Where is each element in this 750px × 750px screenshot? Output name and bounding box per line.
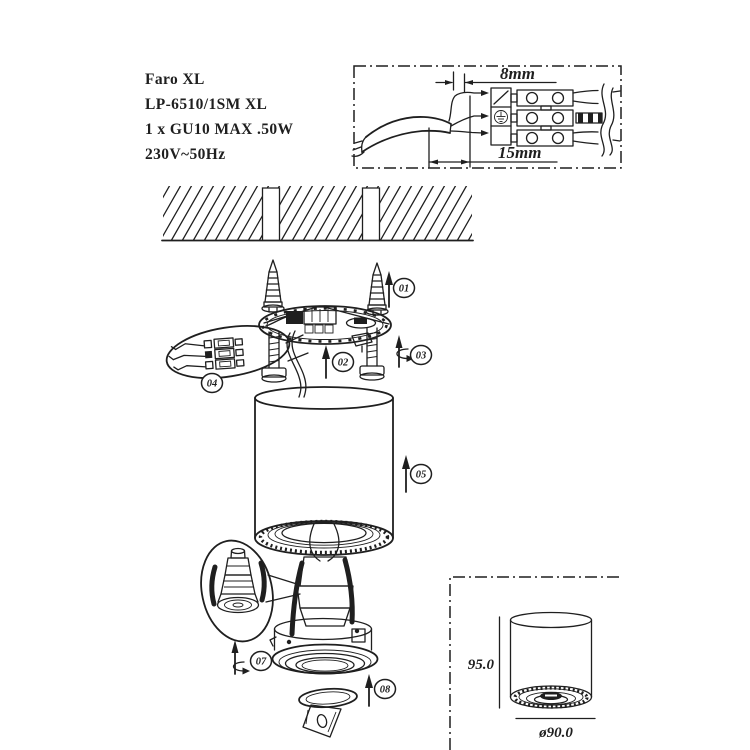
trim-ring <box>273 645 378 675</box>
svg-text:03: 03 <box>415 350 427 362</box>
plug-hole-right <box>363 188 380 240</box>
step-03-label <box>396 335 432 367</box>
step-05-label <box>402 455 432 492</box>
svg-text:01: 01 <box>398 283 410 295</box>
lamp-body-cylinder <box>255 387 393 561</box>
svg-text:07: 07 <box>255 656 267 668</box>
ceiling-section <box>138 185 500 241</box>
up-arrow-icon <box>402 455 410 492</box>
step-04-label <box>202 374 223 393</box>
gu10-lamp-loose <box>298 687 357 737</box>
step-01-label <box>385 271 415 307</box>
cable-drawing <box>352 90 489 156</box>
dimension-figure-cylinder <box>511 613 592 709</box>
product-lamp-spec: 1 x GU10 MAX .50W <box>145 121 294 138</box>
dimension-diameter <box>516 719 595 742</box>
height-label: 95.0 <box>467 657 494 673</box>
strip-length-top-label: 8mm <box>500 64 535 83</box>
step-07-label <box>232 640 272 675</box>
svg-text:05: 05 <box>415 469 427 481</box>
wall-anchor-right <box>366 263 388 315</box>
dimension-height <box>468 617 500 708</box>
strip-length-bottom-label: 15mm <box>498 143 542 162</box>
svg-text:04: 04 <box>206 378 218 390</box>
svg-text:02: 02 <box>337 357 349 369</box>
wall-anchor-left <box>262 260 284 312</box>
product-voltage: 230V~50Hz <box>145 146 226 163</box>
earth-terminal-icon <box>495 111 508 124</box>
up-arrow-icon <box>322 345 330 378</box>
up-arrow-icon <box>385 271 393 307</box>
product-model: LP-6510/1SM XL <box>145 96 268 113</box>
product-name: Faro XL <box>145 71 205 88</box>
svg-text:08: 08 <box>379 684 391 696</box>
terminal-callout <box>163 318 308 392</box>
assembly-diagram <box>163 260 432 737</box>
gu10-bulb-detail <box>212 549 264 613</box>
up-arrow-icon <box>365 674 373 706</box>
terminal-strip <box>491 88 511 145</box>
plug-hole-left <box>263 188 280 240</box>
product-info <box>145 71 294 163</box>
diameter-label: ø90.0 <box>539 725 573 741</box>
socket-assembly <box>292 557 353 634</box>
step-08-label <box>365 674 396 706</box>
dimensions-box <box>450 577 622 750</box>
step-02-label <box>322 345 354 378</box>
rotate-arrow-icon <box>232 640 251 675</box>
wiring-detail-box <box>352 64 621 168</box>
ceiling-hatch <box>138 185 500 241</box>
